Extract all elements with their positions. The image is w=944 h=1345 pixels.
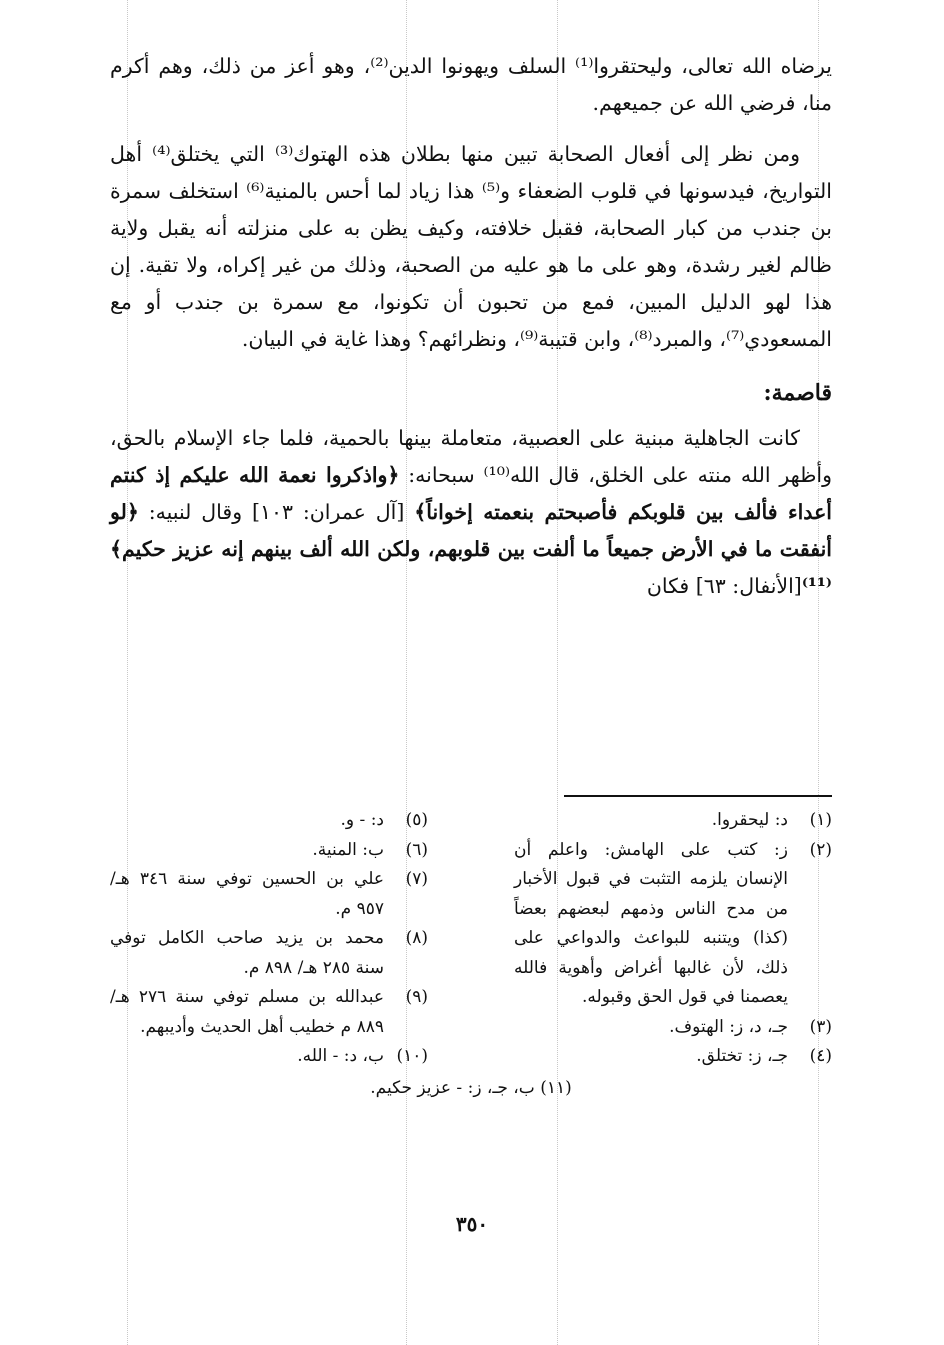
paragraph-3-part-a: كانت الجاهلية مبنية على العصبية، متعاملة بينها بالحمية، فلما جاء الإسلام بالحق، وأظهر الله منته على الخلق، قال الله⁽¹⁰⁾ سبحانه: (110, 426, 833, 487)
footnote-9 (110, 983, 428, 1042)
footnote-number: (٣) (809, 1016, 832, 1037)
main-text (110, 48, 832, 605)
paragraph-3 (110, 420, 832, 605)
footnotes (110, 806, 832, 1103)
paragraph-2-text: ومن نظر إلى أفعال الصحابة تبين منها بطلان هذه الهتوك⁽³⁾ التي يختلق⁽⁴⁾ أهل التواريخ، فيدسونها في قلوب الضعفاء و⁽⁵⁾ هذا زياد لما أحس بالمنية⁽⁶⁾ استخلف سمرة بن جندب من كبار الصحابة، فقبل خلافته، وكيف يظن به على منزلته أنه يقبل ولاية ظالم لغير رشدة، وهو على ما هو عليه من الصحبة، وذلك من غير إكراه، ولا تقية. إن هذا لهو الدليل المبين، فمع من تحبون أن تكونوا، مع سمرة بن جندب أو مع المسعودي⁽⁷⁾، والمبرد⁽⁸⁾، وابن قتيبة⁽⁹⁾، ونظرائهم؟ وهذا غاية في البيان. (110, 142, 832, 351)
footnotes-right-column (514, 806, 832, 1072)
footnotes-left-column (110, 806, 428, 1072)
footnote-number: (٤) (809, 1046, 832, 1066)
footnote-4 (514, 1042, 832, 1072)
paragraph-2 (110, 136, 832, 358)
footnote-text: ب، د: - الله. (297, 1046, 384, 1066)
footnote-8 (110, 924, 428, 983)
footnote-text: محمد بن يزيد صاحب الكامل توفي سنة ٢٨٥ هـ/ ٨٩٨ م. (110, 928, 384, 978)
footnote-7 (110, 865, 428, 924)
quran-quote-2: ﴿لو أنفقت ما في الأرض جميعاً ما ألفت بين قلوبهم، ولكن الله ألف بينهم إنه عزيز حكيم﴾⁽¹¹⁾ (110, 500, 832, 598)
footnote-5 (110, 806, 428, 836)
footnote-number: (١٠) (396, 1046, 428, 1066)
footnote-text: ب: المنية. (312, 839, 384, 860)
footnote-text: د: - و. (340, 810, 384, 830)
footnote-separator (564, 795, 832, 797)
page-number: ٣٥٠ (455, 1212, 489, 1236)
paragraph-3-text (110, 420, 832, 605)
paragraph-3-part-c: [الأنفال: ٦٣] فكان (646, 574, 802, 598)
footnote-number: (٨) (405, 928, 428, 948)
footnote-number: (٧) (405, 869, 428, 889)
footnote-1 (514, 806, 832, 836)
footnote-number: (٩) (405, 987, 428, 1007)
footnote-text: علي بن الحسين توفي سنة ٣٤٦ هـ/ ٩٥٧ م. (110, 869, 385, 919)
footnote-number: (٥) (405, 810, 428, 830)
footnote-10 (110, 1042, 428, 1072)
paragraph-3-part-b: [آل عمران: ١٠٣] وقال لنبيه: (138, 500, 415, 524)
footnote-number: (٢) (809, 839, 832, 860)
footnote-text: جـ، د، ز: الهتوف. (669, 1016, 788, 1037)
footnote-6 (110, 836, 428, 866)
footnote-2 (514, 836, 832, 1013)
section-heading: قاصمة: (763, 380, 832, 406)
paragraph-1 (110, 48, 832, 122)
quran-quote-1: ﴿واذكروا نعمة الله عليكم إذ كنتم أعداء فألف بين قلوبكم فأصبحتم بنعمته إخواناً﴾ (110, 463, 832, 524)
footnote-11: (١١) ب، جـ، ز: - عزيز حكيم. (370, 1077, 572, 1098)
footnote-text: ز: كتب على الهامش: واعلم أن الإنسان يلزمه التثبت في قبول الأخبار من مدح الناس وذمهم لبعضهم بعضاً (كذا) ويتنبه للبواعث والدواعي على ذلك، لأن غالبها أغراض وأهوية فالله يعصمنا في قول الحق وقبوله. (514, 839, 788, 1007)
footnote-number: (٦) (405, 839, 428, 860)
footnote-text: عبدالله بن مسلم توفي سنة ٢٧٦ هـ/ ٨٨٩ م خطيب أهل الحديث وأديبهم. (110, 987, 385, 1037)
footnote-text: د: ليحقروا. (711, 810, 788, 830)
footnote-text: جـ، ز: تختلق. (696, 1046, 788, 1066)
paragraph-1-text: يرضاه الله تعالى، وليحتقروا⁽¹⁾ السلف ويهونوا الدين⁽²⁾، وهو أعز من ذلك، وهم أكرم منا، فرضي الله عن جميعهم. (110, 54, 832, 115)
footnote-3 (514, 1013, 832, 1043)
footnote-number: (١) (809, 810, 832, 830)
